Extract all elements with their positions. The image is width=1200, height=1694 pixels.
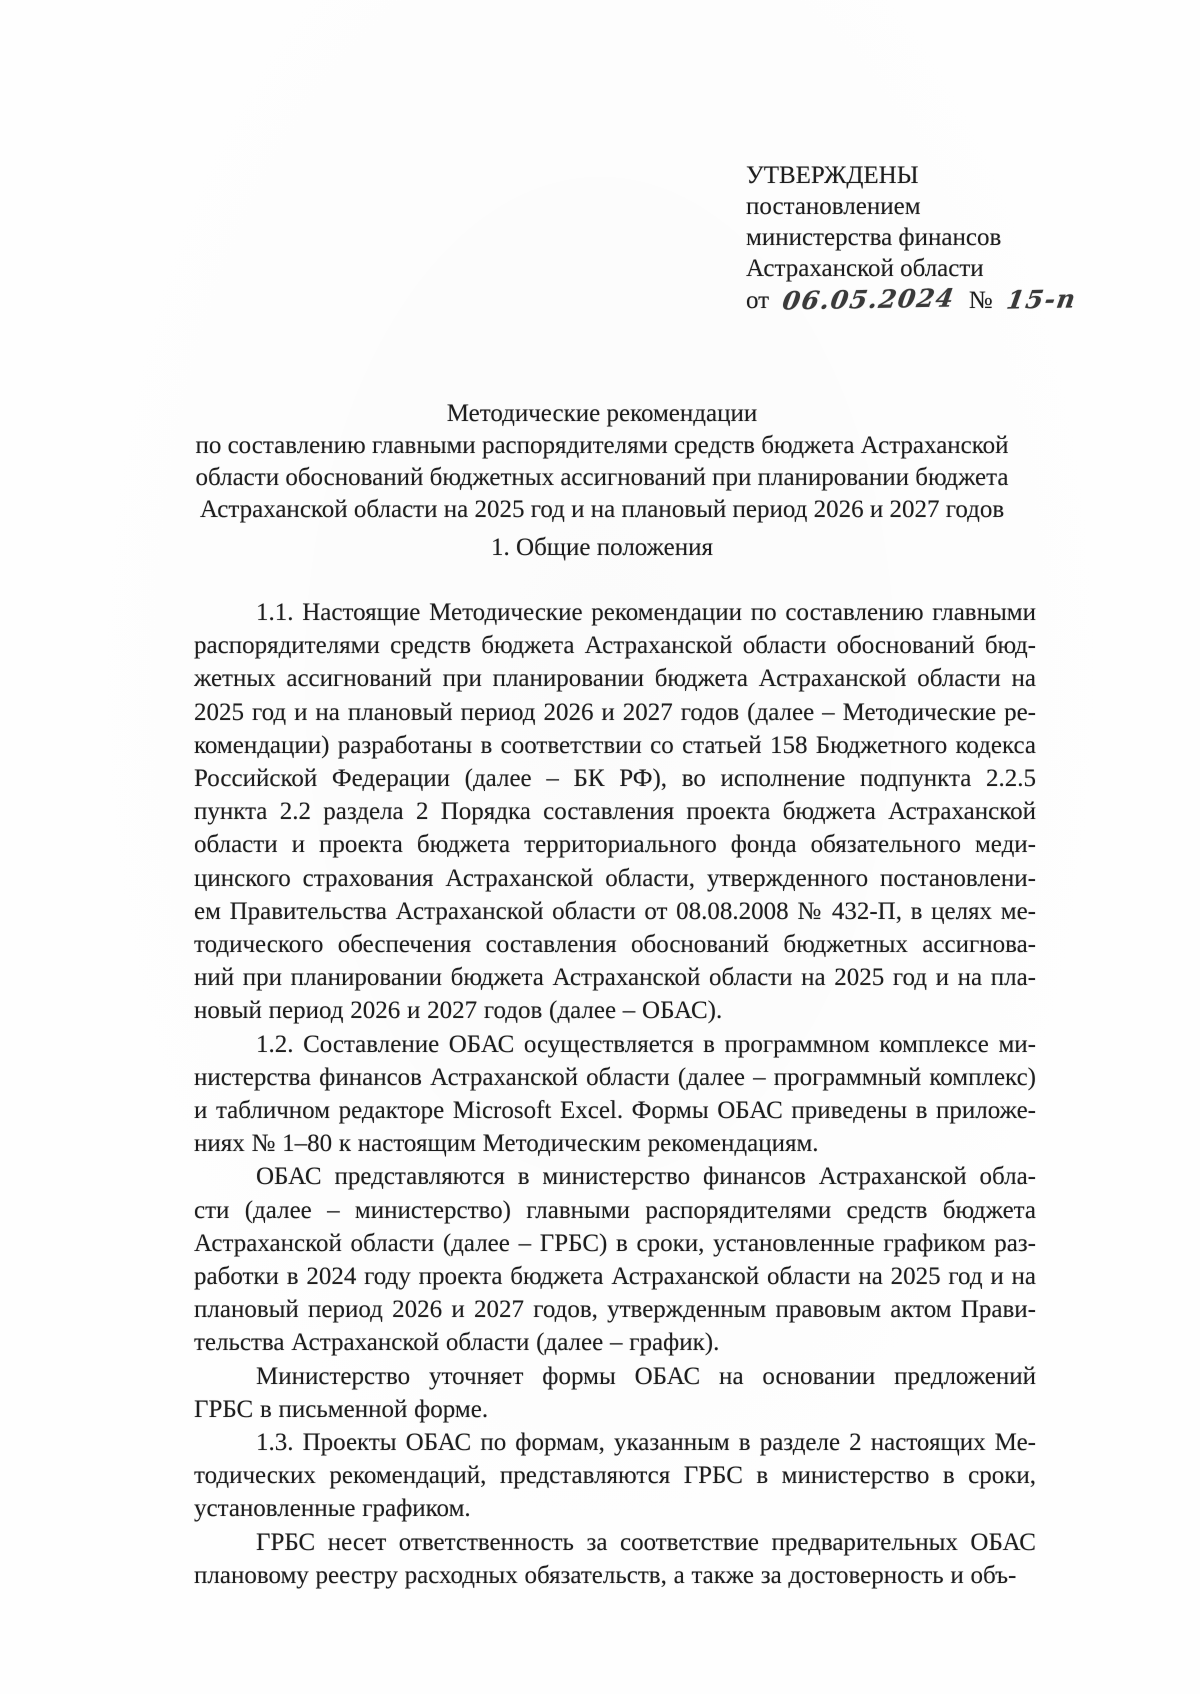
approval-line-3: министерства финансов	[746, 224, 1002, 251]
paragraph-3-line-3: Астраханской области (далее – ГРБС) в сроки, установленные графиком раз-	[194, 1229, 1036, 1257]
paragraph-1-line-1: 1.1. Настоящие Методические рекомендации по составлению главными	[256, 599, 1036, 626]
paragraph-1-line-11: тодического обеспечения составления обоснований бюджетных ассигнова-	[194, 931, 1036, 959]
approval-number-sign: №	[968, 287, 993, 314]
document-body	[194, 596, 1036, 1592]
document-title	[172, 398, 1032, 526]
paragraph-1-line-9: цинского страхования Астраханской области, утвержденного постановлени-	[194, 864, 1036, 892]
title-line-3: области обоснований бюджетных ассигнований при планировании бюджета	[195, 464, 1009, 491]
paragraph-2-line-1: 1.2. Составление ОБАС осуществляется в программном комплексе ми-	[256, 1030, 1036, 1058]
title-line-4: Астраханской области на 2025 год и на плановый период 2026 и 2027 годов	[199, 496, 1005, 523]
paragraph-5-line-1: 1.3. Проекты ОБАС по формам, указанным в разделе 2 настоящих Ме-	[256, 1429, 1036, 1457]
paragraph-4-line-1: Министерство уточняет формы ОБАС на основании предложений	[256, 1362, 1036, 1390]
paragraph-1-line-13: новый период 2026 и 2027 годов (далее – ОБАС).	[194, 997, 723, 1025]
paragraph-1-line-7: пункта 2.2 раздела 2 Порядка составления проекта бюджета Астраханской	[194, 798, 1036, 826]
handwritten-number: 15-п	[1004, 284, 1079, 315]
paragraph-1-line-6: Российской Федерации (далее – БК РФ), во исполнение подпункта 2.2.5	[194, 765, 1036, 793]
paragraph-2-line-2: нистерства финансов Астраханской области (далее – программный комплекс)	[194, 1063, 1036, 1091]
title-line-2: по составлению главными распорядителями средств бюджета Астраханской	[195, 432, 1009, 459]
approval-date-prefix: от	[746, 287, 770, 314]
paragraph-5-line-2: тодических рекомендаций, представляются ГРБС в министерство в сроки,	[194, 1462, 1036, 1490]
title-line-1: Методические рекомендации	[446, 400, 758, 427]
approval-line-2: постановлением	[746, 193, 921, 220]
approval-line-4: Астраханской области	[746, 255, 984, 282]
paragraph-1-line-3: жетных ассигнований при планировании бюджета Астраханской области на	[194, 665, 1036, 693]
paragraph-5-line-3: установленные графиком.	[194, 1495, 471, 1523]
paragraph-2-line-3: и табличном редакторе Microsoft Excel. Формы ОБАС приведены в приложе-	[194, 1097, 1036, 1125]
approval-line-1: УТВЕРЖДЕНЫ	[746, 162, 919, 189]
paragraph-1-line-2: распорядителями средств бюджета Астраханской области обоснований бюд-	[194, 632, 1036, 660]
paragraph-3-line-2: сти (далее – министерство) главными распорядителями средств бюджета	[194, 1196, 1036, 1224]
paragraph-3-line-4: работки в 2024 году проекта бюджета Астраханской области на 2025 год и на	[194, 1263, 1036, 1291]
paragraph-1-line-5: комендации) разработаны в соответствии со статьей 158 Бюджетного кодекса	[194, 731, 1036, 759]
paragraph-1-line-8: области и проекта бюджета территориального фонда обязательного меди-	[194, 831, 1036, 859]
section-heading: 1. Общие положения	[491, 534, 713, 561]
paragraph-3-line-1: ОБАС представляются в министерство финансов Астраханской обла-	[256, 1163, 1036, 1191]
paragraph-4-line-2: ГРБС в письменной форме.	[194, 1395, 489, 1423]
paragraph-6-line-2: плановому реестру расходных обязательств, а также за достоверность и объ-	[194, 1561, 1017, 1589]
handwritten-date: 06.05.2024	[780, 283, 958, 316]
approval-date-line	[746, 283, 1079, 316]
paragraph-1-line-12: ний при планировании бюджета Астраханской области на 2025 год и на пла-	[194, 964, 1036, 992]
paragraph-2-line-4: ниях № 1–80 к настоящим Методическим рекомендациям.	[194, 1130, 819, 1158]
approval-block	[746, 160, 1079, 316]
paragraph-3-line-5: плановый период 2026 и 2027 годов, утвержденным правовым актом Прави-	[194, 1296, 1036, 1324]
paragraph-1-line-4: 2025 год и на плановый период 2026 и 2027 годов (далее – Методические ре-	[194, 698, 1036, 726]
paragraph-3-line-6: тельства Астраханской области (далее – график).	[194, 1329, 720, 1357]
paragraph-6-line-1: ГРБС несет ответственность за соответствие предварительных ОБАС	[256, 1528, 1036, 1556]
paragraph-1-line-10: ем Правительства Астраханской области от 08.08.2008 № 432-П, в целях ме-	[194, 897, 1036, 925]
